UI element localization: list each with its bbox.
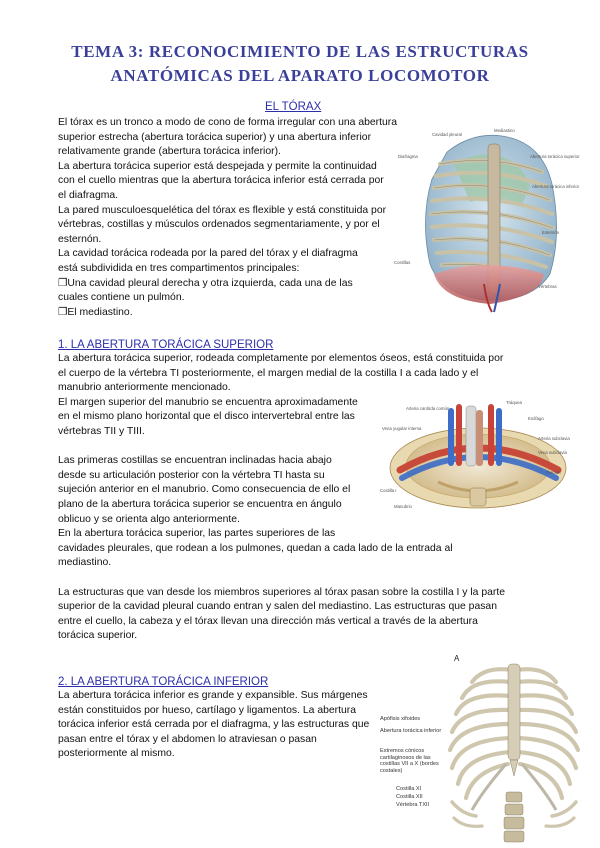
figure-label: Costilla XI — [396, 786, 422, 792]
section-heading-inferior: 2. LA ABERTURA TORÁCICA INFERIOR — [58, 676, 269, 688]
intro-line: cuales contiene un pulmón. — [58, 292, 185, 304]
figure-label: Esternón — [542, 230, 560, 235]
section1-line: en el mismo plano horizontal que el disco intervertebral entre las — [58, 411, 355, 423]
figure-label: Apófisis xifoides — [380, 716, 421, 722]
figure-label: Vértebras — [538, 284, 557, 289]
intro-line: La cavidad torácica rodeada por la pared del tórax y el diafragma — [58, 248, 358, 260]
title-line-1: TEMA 3: RECONOCIMIENTO DE LAS ESTRUCTURAS — [71, 42, 529, 61]
figure-label: Pulmón — [546, 470, 561, 475]
section1-line: mediastino. — [58, 557, 112, 569]
section2-line: pasan entre el tórax y el abdomen lo atraviesan o pasan — [58, 733, 317, 745]
intro-line: esternón. — [58, 233, 102, 245]
section1-line: plano de la abertura torácica superior se encuentra en ángulo — [58, 498, 342, 510]
intro-paragraph — [58, 116, 397, 320]
intro-line: con el cuello mientras que la abertura torácica inferior está cerrada por — [58, 175, 384, 187]
figure-panel-letter: A — [454, 654, 460, 663]
section1-line: torácica superior. — [58, 630, 138, 642]
section1-line: oblicuo y se orienta algo anteriormente. — [58, 513, 240, 525]
section2-paragraph — [58, 689, 369, 762]
intro-line: superior estrecha (abertura torácica superior) y una abertura inferior — [58, 131, 372, 143]
figure-label: Esófago — [528, 416, 544, 421]
section2-line: La abertura torácica inferior es grande y expansible. Sus márgenes — [58, 690, 368, 701]
section-heading-torax: EL TÓRAX — [265, 101, 322, 113]
figure-thoracic-cage-lateral — [392, 124, 582, 316]
document-title — [40, 40, 560, 88]
figure-superior-aperture — [378, 396, 583, 516]
section2-line: están constituidos por hueso, cartílago y ligamentos. La abertura — [58, 704, 357, 716]
section1-line: La abertura torácica superior, rodeada completamente por elementos óseos, está constituida por — [58, 353, 504, 364]
figure-label: Costilla I — [380, 488, 397, 493]
section1-line: El margen superior del manubrio se encuentra aproximadamente — [58, 396, 358, 408]
figure-label: Costillas — [394, 260, 411, 265]
section1-line — [58, 571, 505, 586]
section1-line: sujeción anterior en el manubrio. Como consecuencia de ello el — [58, 484, 351, 496]
figure-label: Extremos cónicos cartilaginosos de las costillas VII a X (bordes costales) — [380, 748, 439, 774]
figure-label: Cavidad pleural — [432, 132, 462, 137]
intro-line: La pared musculoesquelética del tórax es flexible y está constituida por — [58, 204, 387, 216]
figure-label: Mediastino — [494, 128, 515, 133]
figure-label: Diafragma — [398, 154, 418, 159]
section1-line: cavidades pleurales, que rodean a los pulmones, quedan a cada lado de la entrada al — [58, 542, 453, 554]
section-heading-superior: 1. LA ABERTURA TORÁCICA SUPERIOR — [58, 339, 274, 351]
figure-label: Tráquea — [506, 400, 522, 405]
intro-line: vértebras, costillas y músculos ordenados segmentariamente, y por el — [58, 219, 380, 231]
section1-line: En la abertura torácica superior, las partes superiores de las — [58, 528, 336, 540]
figure-label: Abertura torácica inferior — [380, 728, 442, 734]
section1-line: el cuerpo de la vértebra TI posteriormente, el margen medial de la costilla I a cada lado y el — [58, 367, 479, 379]
figure-label: Vena subclavia — [538, 450, 567, 455]
intro-line: el diafragma. — [58, 189, 119, 201]
intro-line: ❐El mediastino. — [58, 306, 133, 318]
figure-label: Arteria carótida común — [406, 406, 450, 411]
title-line-2: ANATÓMICAS DEL APARATO LOCOMOTOR — [110, 66, 490, 85]
intro-line: ❐Una cavidad pleural derecha y otra izquierda, cada una de las — [58, 277, 353, 289]
section1-line: desde su articulación posterior con la vértebra TI hasta su — [58, 469, 325, 481]
section1-line: Las primeras costillas se encuentran inclinadas hacia abajo — [58, 455, 332, 467]
section2-line: posteriormente al mismo. — [58, 748, 175, 760]
superior-aperture-illustration — [378, 396, 583, 516]
figure-label: Manubrio — [394, 504, 412, 509]
section1-line: superior de la cavidad pleural cuando entran y salen del mediastino. Las estructuras que pasan — [58, 601, 497, 613]
figure-label: Vena yugular interna — [382, 426, 422, 431]
figure-label: Vértebra TXII — [396, 802, 430, 808]
figure-label: Abertura torácica inferior — [532, 184, 580, 189]
section1-line: manubrio anteriormente mencionado. — [58, 382, 231, 394]
section1-line: La estructuras que van desde los miembros superiores al tórax pasan sobre la costilla I y la parte — [58, 586, 506, 598]
section2-line: torácica inferior está cerrada por el diafragma, y las estructuras que — [58, 719, 370, 731]
figure-label: Costilla XII — [396, 794, 423, 800]
intro-line: está subdividida en tres compartimentos principales: — [58, 262, 300, 274]
intro-line: El tórax es un tronco a modo de cono de forma irregular con una abertura — [58, 117, 398, 128]
figure-inferior-aperture — [380, 652, 588, 844]
section1-line: entre el cuello, la cabeza y el tórax llevan una dirección más vertical a través de la abertura — [58, 615, 478, 627]
figure-label: Abertura torácica superior — [530, 154, 580, 159]
intro-line: La abertura torácica superior está despejada y permite la continuidad — [58, 160, 377, 172]
section1-line: vértebras TII y TIII. — [58, 425, 145, 437]
figure-label: Arteria subclavia — [538, 436, 570, 441]
intro-line: relativamente grande (abertura torácica inferior). — [58, 146, 281, 158]
